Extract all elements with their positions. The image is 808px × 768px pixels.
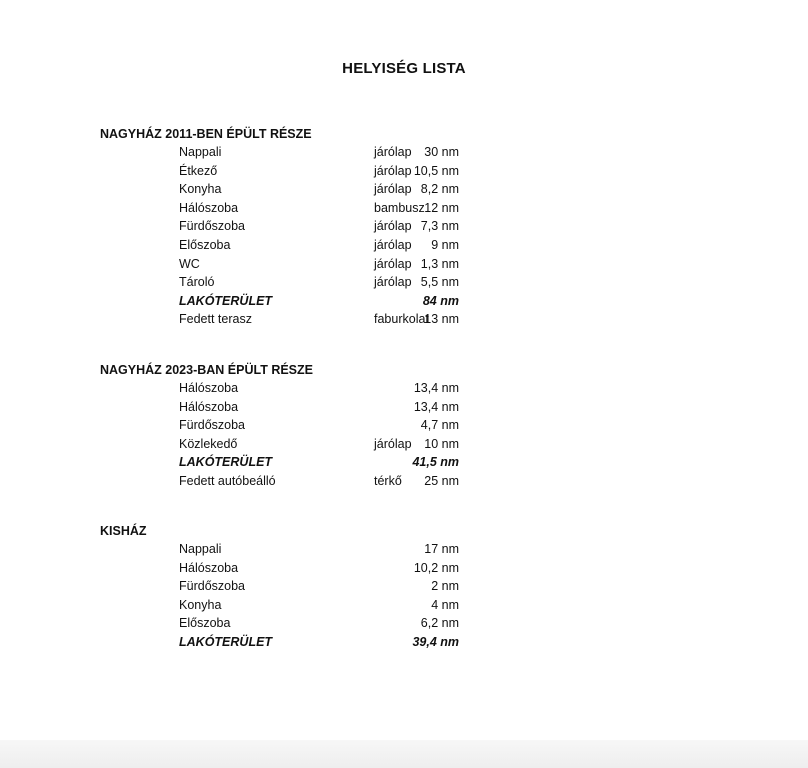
- room-floor: bambusz: [374, 200, 425, 215]
- room-area: 8,2 nm: [420, 182, 459, 197]
- total-label: LAKÓTERÜLET: [179, 293, 273, 308]
- table-row: [100, 614, 600, 633]
- room-floor: járólap: [374, 145, 412, 159]
- room-area: 10 nm: [424, 436, 459, 451]
- room-name: Hálószoba: [179, 381, 239, 395]
- section-kishaz: [100, 522, 600, 652]
- room-area: 7,3 nm: [420, 219, 459, 234]
- room-area: 9 nm: [431, 237, 459, 252]
- room-floor: járólap: [374, 256, 412, 271]
- room-name: Étkező: [179, 163, 218, 178]
- room-name: Konyha: [179, 182, 222, 197]
- room-area: 13 nm: [424, 312, 459, 327]
- table-row: [100, 398, 600, 417]
- room-name: Nappali: [179, 542, 222, 556]
- room-area: 25 nm: [424, 473, 459, 488]
- table-row: [100, 379, 600, 398]
- page-bottom-shade: [0, 740, 808, 768]
- room-floor: járólap: [374, 237, 412, 252]
- table-row: [100, 217, 600, 236]
- table-row: [100, 416, 600, 435]
- room-area: 6,2 nm: [420, 616, 459, 631]
- room-area: 13,4 nm: [413, 381, 459, 395]
- section-title: KISHÁZ: [100, 524, 147, 538]
- table-row: [100, 472, 600, 491]
- total-row: [100, 633, 600, 652]
- room-name: Fürdőszoba: [179, 418, 246, 433]
- room-area: 17 nm: [424, 542, 459, 556]
- room-name: Hálószoba: [179, 200, 239, 215]
- table-row: [100, 310, 600, 329]
- room-name: Konyha: [179, 597, 222, 612]
- room-name: Közlekedő: [179, 436, 238, 451]
- table-row: [100, 199, 600, 218]
- room-area: 12 nm: [424, 200, 459, 215]
- total-row: [100, 453, 600, 472]
- section-title: NAGYHÁZ 2011-BEN ÉPÜLT RÉSZE: [100, 127, 312, 141]
- table-row: [100, 143, 600, 162]
- room-floor: járólap: [374, 436, 412, 451]
- room-area: 2 nm: [431, 579, 459, 594]
- room-area: 5,5 nm: [420, 275, 459, 290]
- room-floor: járólap: [374, 219, 412, 234]
- room-area: 10,2 nm: [413, 560, 459, 575]
- room-floor: faburkolat: [374, 312, 429, 327]
- section-nagyhaz-2023: [100, 361, 600, 491]
- room-name: Tároló: [179, 275, 215, 290]
- table-row: [100, 559, 600, 578]
- table-row: [100, 577, 600, 596]
- table-row: [100, 596, 600, 615]
- total-area: 84 nm: [422, 293, 459, 308]
- total-area: 39,4 nm: [412, 634, 459, 649]
- room-name: Fürdőszoba: [179, 219, 246, 234]
- room-name: Hálószoba: [179, 399, 239, 414]
- room-floor: térkő: [374, 473, 402, 488]
- room-floor: járólap: [374, 182, 412, 197]
- table-row: [100, 273, 600, 292]
- room-area: 4,7 nm: [420, 418, 459, 433]
- section-nagyhaz-2011: [100, 125, 600, 329]
- room-name: WC: [179, 256, 200, 271]
- room-name: Előszoba: [179, 237, 231, 252]
- room-area: 1,3 nm: [420, 256, 459, 271]
- room-name: Fedett terasz: [179, 312, 252, 327]
- table-row: [100, 180, 600, 199]
- total-area: 41,5 nm: [412, 455, 459, 470]
- room-floor: járólap: [374, 275, 412, 290]
- room-floor: járólap: [374, 163, 412, 178]
- total-row: [100, 292, 600, 311]
- room-area: 4 nm: [431, 597, 459, 612]
- room-area: 13,4 nm: [413, 399, 459, 414]
- table-row: [100, 162, 600, 181]
- room-area: 30 nm: [424, 145, 459, 159]
- table-row: [100, 236, 600, 255]
- total-label: LAKÓTERÜLET: [179, 455, 273, 470]
- table-row: [100, 255, 600, 274]
- section-title: NAGYHÁZ 2023-BAN ÉPÜLT RÉSZE: [100, 363, 313, 377]
- room-name: Hálószoba: [179, 560, 239, 575]
- total-label: LAKÓTERÜLET: [179, 634, 273, 649]
- room-name: Fedett autóbeálló: [179, 473, 276, 488]
- room-area: 10,5 nm: [413, 163, 459, 178]
- room-name: Előszoba: [179, 616, 231, 631]
- document-title: HELYISÉG LISTA: [342, 60, 466, 77]
- table-row: [100, 435, 600, 454]
- room-name: Nappali: [179, 145, 222, 159]
- room-name: Fürdőszoba: [179, 579, 246, 594]
- table-row: [100, 540, 600, 559]
